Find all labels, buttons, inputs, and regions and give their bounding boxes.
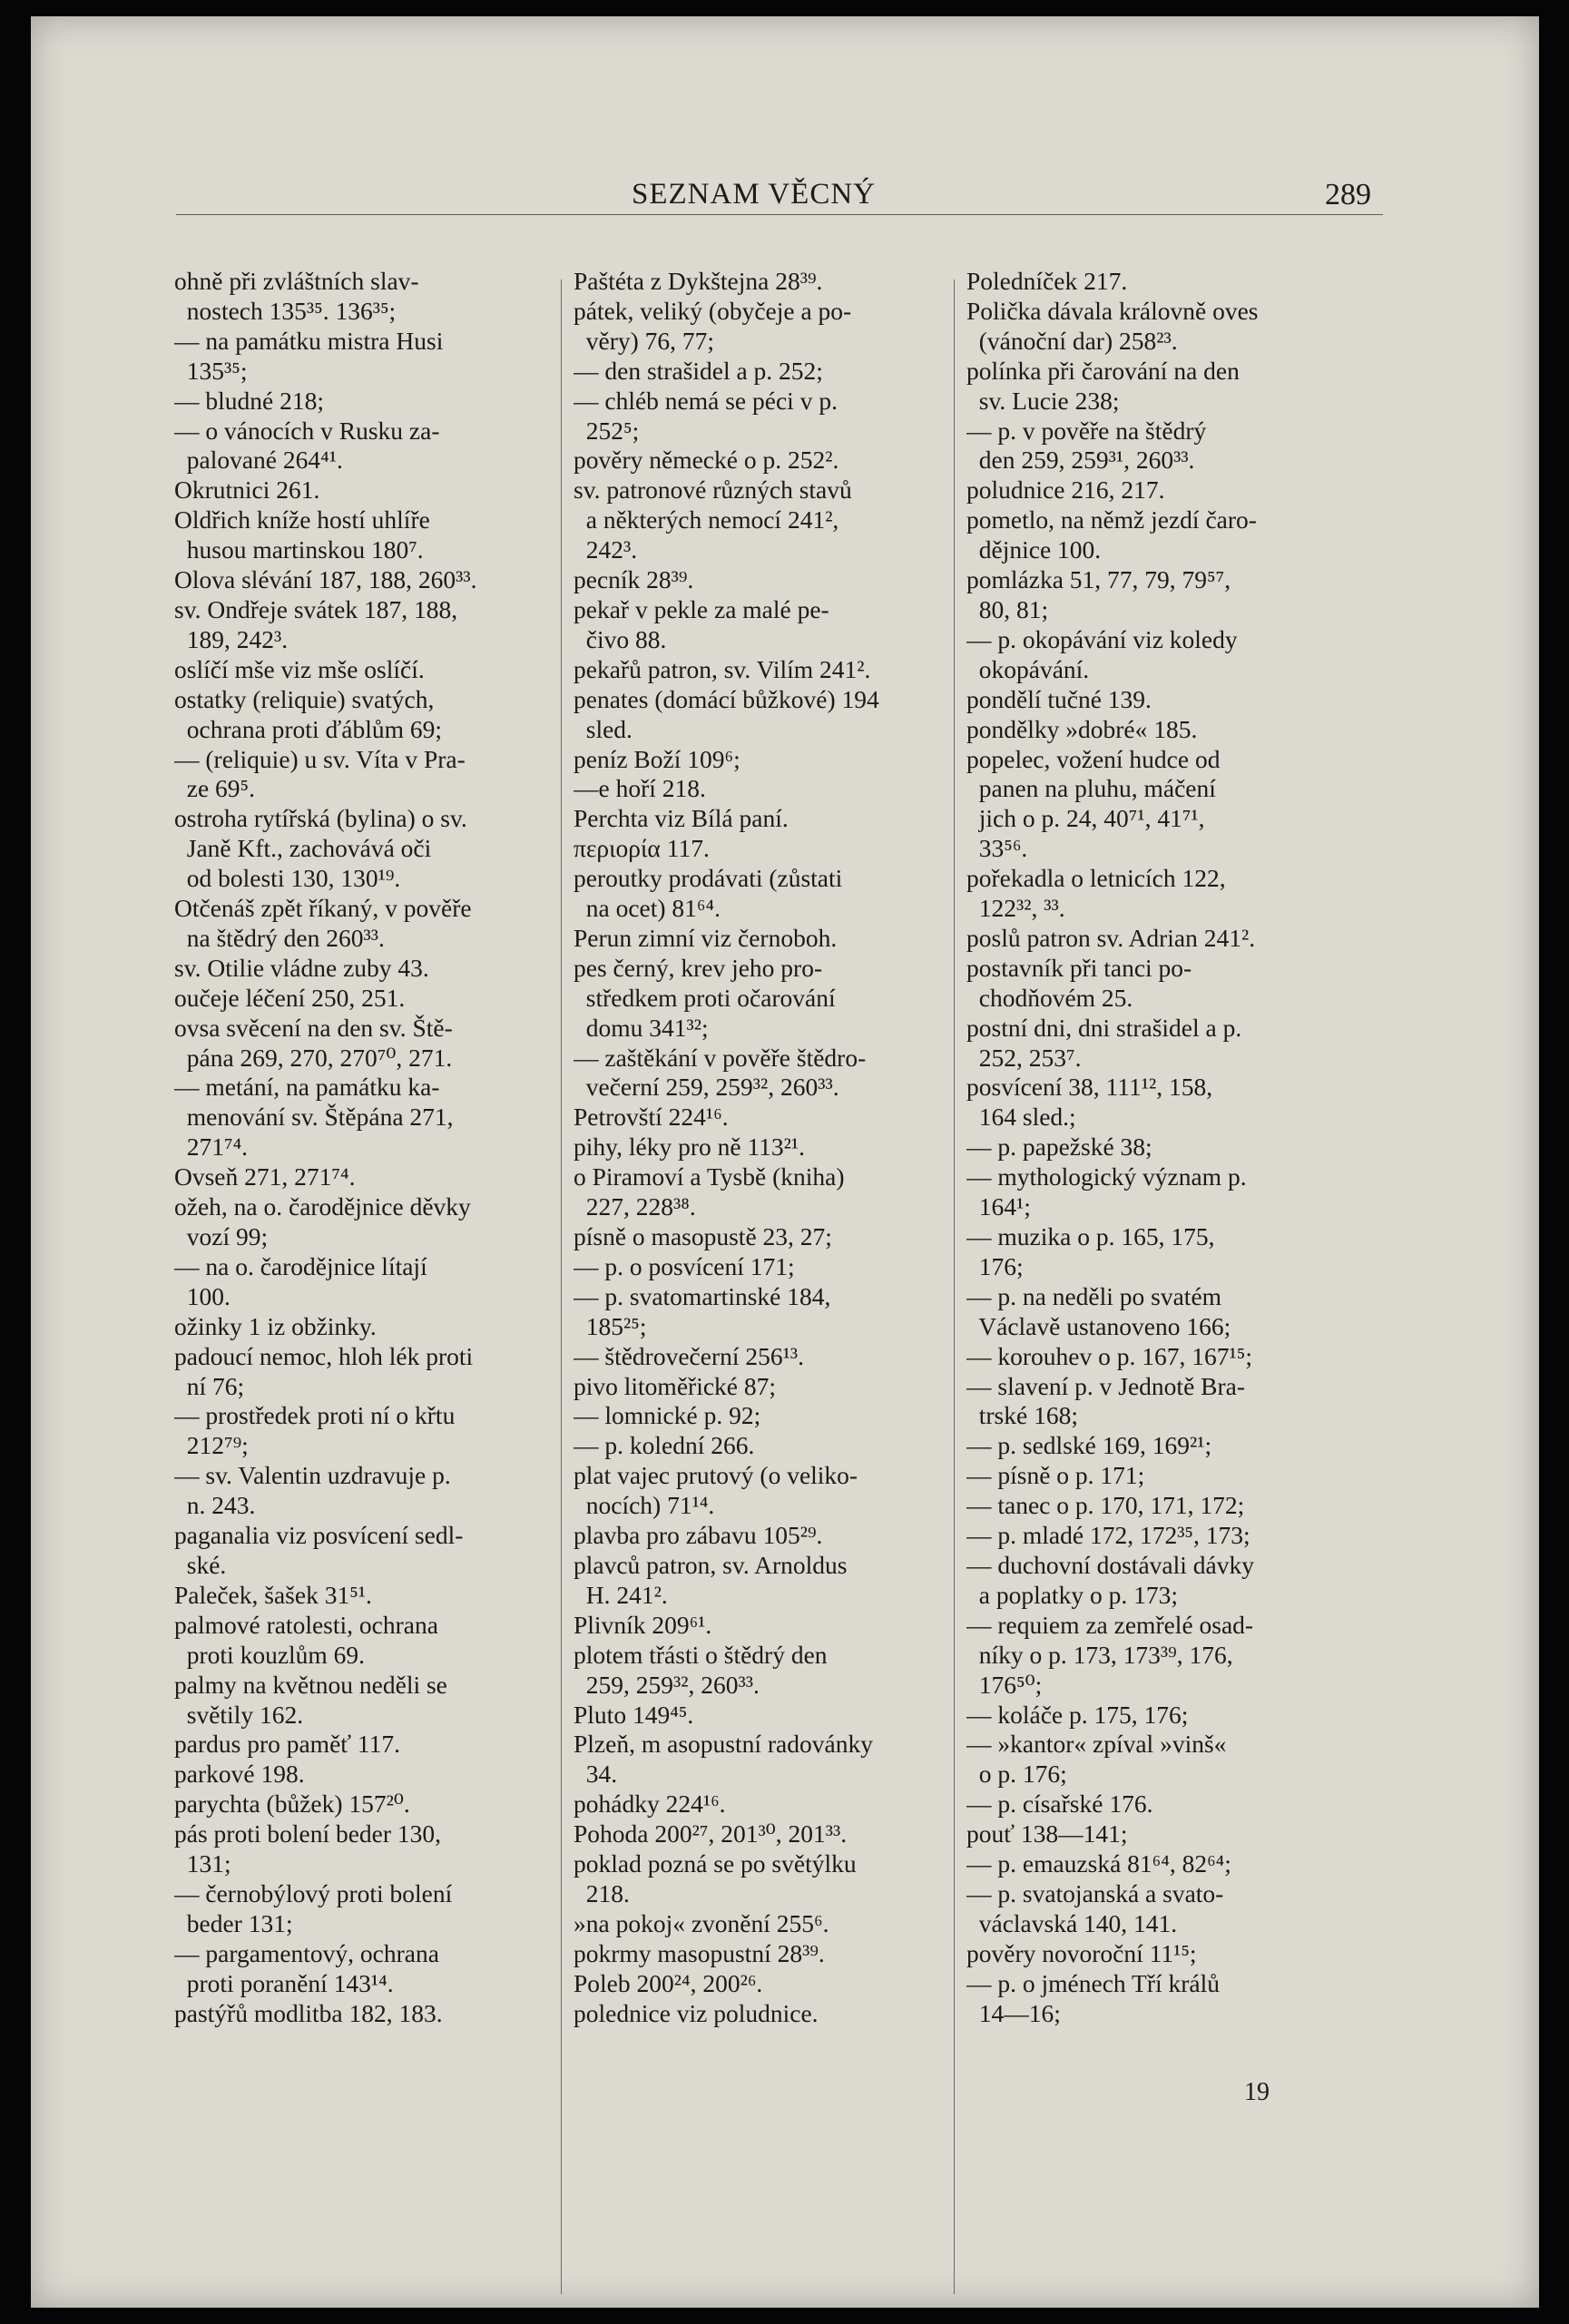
index-line: Paleček, šašek 31⁵¹. [174, 1580, 372, 1609]
index-line: — p. v pověře na štědrý [966, 416, 1207, 445]
index-line: ostatky (reliquie) svatých, [174, 684, 435, 713]
index-line: — muzika o p. 165, 175, [966, 1222, 1215, 1250]
index-line: nostech 135³⁵. 136³⁵; [174, 296, 397, 325]
index-line: 122³², ³³. [966, 894, 1065, 923]
index-line: plotem třásti o štědrý den [574, 1640, 828, 1669]
index-line: okopávání. [966, 654, 1090, 683]
index-line: — koláče p. 175, 176; [966, 1700, 1189, 1729]
index-line: n. 243. [174, 1491, 256, 1520]
index-line: — korouhev o p. 167, 167¹⁵; [966, 1341, 1252, 1370]
index-line: Poledníček 217. [966, 267, 1128, 295]
index-line: 259, 259³², 260³³. [574, 1670, 760, 1699]
index-line: palmové ratolesti, ochrana [174, 1610, 438, 1639]
index-line: jich o p. 24, 40⁷¹, 41⁷¹, [966, 804, 1205, 833]
index-line: 189, 242³. [174, 624, 289, 653]
index-line: níky o p. 173, 173³⁹, 176, [966, 1640, 1233, 1669]
index-line: — duchovní dostávali dávky [966, 1550, 1254, 1579]
index-line: Plivník 209⁶¹. [574, 1610, 712, 1639]
index-line: pověry německé o p. 252². [574, 446, 839, 475]
index-line: — p. o posvícení 171; [574, 1251, 795, 1280]
index-line: pihy, léky pro ně 113²¹. [574, 1133, 806, 1162]
index-line: 80, 81; [966, 594, 1049, 623]
index-line: (vánoční dar) 258²³. [966, 326, 1178, 355]
index-line: polínka při čarování na den [966, 356, 1240, 385]
index-line: pastýřů modlitba 182, 183. [174, 1998, 443, 2027]
index-line: čivo 88. [574, 624, 667, 653]
index-line: — »kantor« zpíval »vinš« [966, 1730, 1227, 1759]
index-line: — p. svatomartinské 184, [574, 1281, 831, 1310]
index-line: 271⁷⁴. [174, 1133, 249, 1162]
index-line: sv. Ondřeje svátek 187, 188, [174, 594, 458, 623]
index-line: palmy na květnou neděli se [174, 1670, 447, 1699]
index-line: ožinky 1 iz obžinky. [174, 1311, 377, 1340]
index-line: plavců patron, sv. Arnoldus [574, 1550, 848, 1579]
index-line: plat vajec prutový (o veliko- [574, 1461, 858, 1490]
index-line: trské 168; [966, 1401, 1078, 1430]
index-line: 227, 228³⁸. [574, 1192, 696, 1221]
index-line: pondělky »dobré« 185. [966, 714, 1198, 743]
index-line: pometlo, na němž jezdí čaro- [966, 505, 1257, 534]
index-line: Perun zimní viz černoboh. [574, 923, 838, 952]
page-number: 289 [1325, 178, 1371, 211]
index-line: domu 341³²; [574, 1013, 709, 1042]
index-line: ovsa svěcení na den sv. Ště- [174, 1013, 453, 1042]
index-line: Oldřich kníže hostí uhlíře [174, 505, 430, 534]
index-column-2 [574, 267, 964, 2028]
index-line: 164 sled.; [966, 1103, 1076, 1132]
index-line: 252⁵; [574, 416, 640, 445]
index-line: nocích) 71¹⁴. [574, 1491, 715, 1520]
index-line: 164¹; [966, 1192, 1031, 1221]
index-line: husou martinskou 180⁷. [174, 535, 424, 564]
index-line: ohně při zvláštních slav- [174, 267, 419, 295]
index-line: — p. papežské 38; [966, 1133, 1152, 1162]
index-line: poludnice 216, 217. [966, 476, 1165, 505]
index-line: sv. patronové různých stavů [574, 476, 852, 505]
index-line: — p. o jménech Tří králů [966, 1968, 1221, 1997]
header-rule [176, 214, 1383, 215]
running-title: SEZNAM VĚCNÝ [632, 178, 876, 211]
index-line: H. 241². [574, 1580, 668, 1609]
index-line: — prostředek proti ní o křtu [174, 1401, 456, 1430]
index-line: penates (domácí bůžkové) 194 [574, 684, 879, 713]
index-column-3 [966, 267, 1368, 2028]
index-line: Pluto 149⁴⁵. [574, 1700, 694, 1729]
index-line: o Piramoví a Tysbě (kniha) [574, 1162, 845, 1191]
index-line: sled. [574, 714, 633, 743]
index-line: ské. [174, 1550, 227, 1579]
index-line: 100. [174, 1281, 230, 1310]
index-line: 212⁷⁹; [174, 1431, 249, 1460]
index-line: 14—16; [966, 1998, 1061, 2027]
index-line: — requiem za zemřelé osad- [966, 1610, 1254, 1639]
index-line: 33⁵⁶. [966, 834, 1028, 863]
index-line: pověry novoroční 11¹⁵; [966, 1938, 1197, 1967]
index-line: Ovseň 271, 271⁷⁴. [174, 1162, 356, 1191]
index-line: od bolesti 130, 130¹⁹. [174, 864, 401, 893]
index-line: paganalia viz posvícení sedl- [174, 1521, 464, 1550]
index-line: vozí 99; [174, 1222, 269, 1250]
index-line: ochrana proti ďáblům 69; [174, 714, 442, 743]
index-line: 131; [174, 1849, 231, 1878]
index-line: — chléb nemá se péci v p. [574, 386, 838, 415]
index-line: posvícení 38, 111¹², 158, [966, 1073, 1213, 1102]
index-line: — písně o p. 171; [966, 1461, 1145, 1490]
index-line: světily 162. [174, 1700, 304, 1729]
index-line: ze 69⁵. [174, 774, 255, 803]
index-line: ožeh, na o. čarodějnice děvky [174, 1192, 471, 1221]
index-line: Janě Kft., zachovává oči [174, 834, 432, 863]
index-line: večerní 259, 259³², 260³³. [574, 1073, 839, 1102]
index-line: — na o. čarodějnice lítají [174, 1251, 427, 1280]
index-line: beder 131; [174, 1908, 293, 1937]
index-line: — o vánocích v Rusku za- [174, 416, 440, 445]
index-line: — p. na neděli po svatém [966, 1281, 1222, 1310]
index-line: Poleb 200²⁴, 200²⁶. [574, 1968, 763, 1997]
index-line: na ocet) 81⁶⁴. [574, 894, 721, 923]
index-line: 176; [966, 1251, 1024, 1280]
index-line: — mythologický význam p. [966, 1162, 1247, 1191]
index-line: pás proti bolení beder 130, [174, 1819, 442, 1848]
index-line: Otčenáš zpět říkaný, v pověře [174, 894, 472, 923]
index-line: postavník při tanci po- [966, 953, 1192, 982]
index-line: Olova slévání 187, 188, 260³³. [174, 565, 477, 594]
index-line: pes černý, krev jeho pro- [574, 953, 823, 982]
index-line: pomlázka 51, 77, 79, 79⁵⁷, [966, 565, 1231, 594]
index-line: — slavení p. v Jednotě Bra- [966, 1371, 1246, 1400]
index-line: περιορία 117. [574, 834, 710, 863]
index-line: o p. 176; [966, 1760, 1067, 1789]
index-line: — pargamentový, ochrana [174, 1938, 439, 1967]
index-line: ostroha rytířská (bylina) o sv. [174, 804, 467, 833]
index-line: menování sv. Štěpána 271, [174, 1103, 454, 1132]
index-line: — p. sedlské 169, 169²¹; [966, 1431, 1212, 1460]
index-line: postní dni, dni strašidel a p. [966, 1013, 1242, 1042]
index-line: pekař v pekle za malé pe- [574, 594, 829, 623]
index-line: chodňovém 25. [966, 983, 1133, 1012]
index-line: pokrmy masopustní 28³⁹. [574, 1938, 825, 1967]
index-line: Polička dávala královně oves [966, 296, 1259, 325]
index-line: — p. okopávání viz koledy [966, 624, 1238, 653]
page-header [31, 152, 1539, 211]
index-line: proti poranění 143¹⁴. [174, 1968, 394, 1997]
index-line: polednice viz poludnice. [574, 1998, 819, 2027]
index-line: a některých nemocí 241², [574, 505, 839, 534]
index-line: věry) 76, 77; [574, 326, 715, 355]
index-line: pardus pro paměť 117. [174, 1730, 401, 1759]
index-line: pána 269, 270, 270⁷⁰, 271. [174, 1043, 453, 1072]
index-line: parychta (bůžek) 157²⁰. [174, 1790, 410, 1819]
index-line: 185²⁵; [574, 1311, 647, 1340]
index-line: — p. svatojanská a svato- [966, 1878, 1224, 1907]
index-line: pecník 28³⁹. [574, 565, 694, 594]
index-line: — p. kolední 266. [574, 1431, 755, 1460]
index-line: poklad pozná se po světýlku [574, 1849, 857, 1878]
index-line: — p. emauzská 81⁶⁴, 82⁶⁴; [966, 1849, 1231, 1878]
index-line: — p. mladé 172, 172³⁵, 173; [966, 1521, 1250, 1550]
index-line: 176⁵⁰; [966, 1670, 1043, 1699]
index-line: — metání, na památku ka- [174, 1073, 440, 1102]
index-line: Václavě ustanoveno 166; [966, 1311, 1231, 1340]
index-line: václavská 140, 141. [966, 1908, 1178, 1937]
index-line: peníz Boží 109⁶; [574, 744, 740, 773]
index-line: pouť 138—141; [966, 1819, 1128, 1848]
index-line: Pohoda 200²⁷, 201³⁰, 201³³. [574, 1819, 848, 1848]
index-line: 242³. [574, 535, 638, 564]
index-line: sv. Lucie 238; [966, 386, 1120, 415]
index-line: dějnice 100. [966, 535, 1102, 564]
index-line: Plzeň, m asopustní radovánky [574, 1730, 873, 1759]
index-line: — bludné 218; [174, 386, 324, 415]
index-line: oslíčí mše viz mše oslíčí. [174, 654, 425, 683]
index-line: plavba pro zábavu 105²⁹. [574, 1521, 823, 1550]
index-line: středkem proti očarování [574, 983, 836, 1012]
signature-mark: 19 [1244, 2078, 1270, 2106]
index-line: 218. [574, 1878, 630, 1907]
index-line: ní 76; [174, 1371, 245, 1400]
index-line: — černobýlový proti bolení [174, 1878, 453, 1907]
index-line: Okrutnici 261. [174, 476, 320, 505]
index-line: 252, 253⁷. [966, 1043, 1082, 1072]
index-line: panen na pluhu, máčení [966, 774, 1216, 803]
index-line: pondělí tučné 139. [966, 684, 1152, 713]
index-line: — lomnické p. 92; [574, 1401, 761, 1430]
index-line: Paštéta z Dykštejna 28³⁹. [574, 267, 823, 295]
index-line: den 259, 259³¹, 260³³. [966, 446, 1195, 475]
index-line: oučeje léčení 250, 251. [174, 983, 406, 1012]
index-line: palované 264⁴¹. [174, 446, 343, 475]
index-line: pivo litoměřické 87; [574, 1371, 777, 1400]
index-line: — štědrovečerní 256¹³. [574, 1341, 804, 1370]
index-column-1 [174, 267, 584, 2028]
index-line: na štědrý den 260³³. [174, 923, 385, 952]
index-line: popelec, vožení hudce od [966, 744, 1221, 773]
index-line: pořekadla o letnicích 122, [966, 864, 1226, 893]
index-line: pátek, veliký (obyčeje a po- [574, 296, 852, 325]
index-line: — (reliquie) u sv. Víta v Pra- [174, 744, 466, 773]
index-line: pohádky 224¹⁶. [574, 1790, 726, 1819]
index-line: padoucí nemoc, hloh lék proti [174, 1341, 474, 1370]
index-line: — na památku mistra Husi [174, 326, 444, 355]
index-line: sv. Otilie vládne zuby 43. [174, 953, 429, 982]
index-line: — den strašidel a p. 252; [574, 356, 823, 385]
index-line: 135³⁵; [174, 356, 248, 385]
book-page [31, 16, 1539, 2308]
index-line: Petrovští 224¹⁶. [574, 1103, 729, 1132]
index-line: »na pokoj« zvonění 255⁶. [574, 1908, 829, 1937]
index-line: peroutky prodávati (zůstati [574, 864, 843, 893]
index-line: písně o masopustě 23, 27; [574, 1222, 832, 1250]
index-line: —e hoří 218. [574, 774, 706, 803]
index-line: parkové 198. [174, 1760, 305, 1789]
index-line: poslů patron sv. Adrian 241². [966, 923, 1256, 952]
index-line: a poplatky o p. 173; [966, 1580, 1178, 1609]
index-line: Perchta viz Bílá paní. [574, 804, 789, 833]
index-line: — p. císařské 176. [966, 1790, 1153, 1819]
index-line: — zaštěkání v pověře štědro- [574, 1043, 867, 1072]
index-line: proti kouzlům 69. [174, 1640, 366, 1669]
index-line: — sv. Valentin uzdravuje p. [174, 1461, 451, 1490]
index-line: 34. [574, 1760, 618, 1789]
index-line: pekařů patron, sv. Vilím 241². [574, 654, 871, 683]
index-line: — tanec o p. 170, 171, 172; [966, 1491, 1245, 1520]
